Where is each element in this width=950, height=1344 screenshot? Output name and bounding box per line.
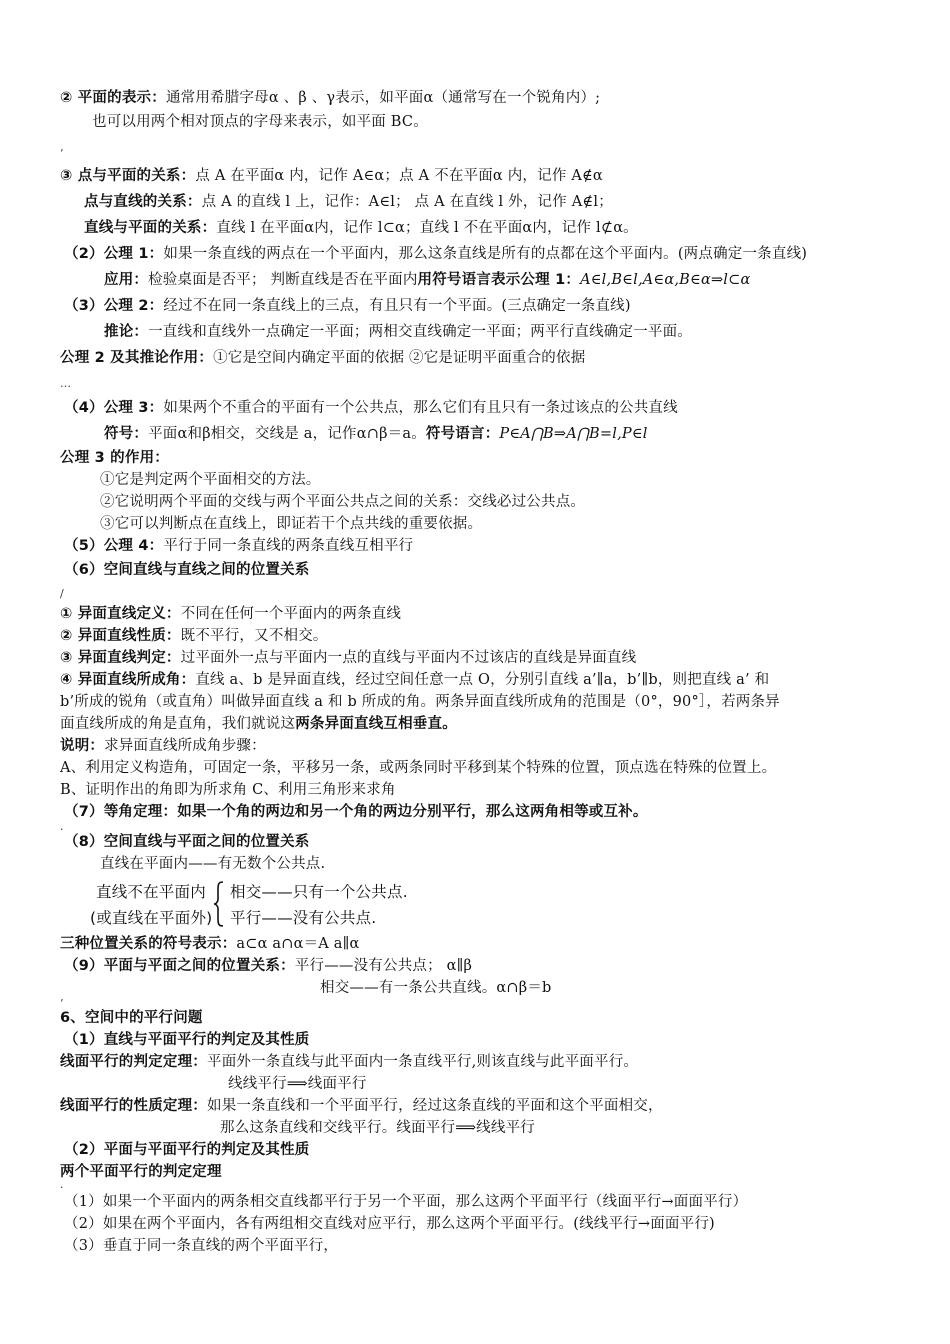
- section-label: 公理 2 及其推论作用：: [60, 350, 214, 366]
- line-text: （3）垂直于同一条直线的两个平面平行，: [64, 1238, 339, 1254]
- line-skew-definition: [60, 604, 401, 624]
- line-text: 直线不在平面内: [96, 883, 206, 901]
- line-text: (或直线在平面外): [90, 909, 213, 927]
- line-text: 平行——没有公共点； α∥β: [294, 958, 473, 974]
- line-usage-item: [100, 492, 585, 512]
- line-text: 直线 a、b 是异面直线，经过空间任意一点 O，分别引直线 a’∥a，b’∥b，则把直线 a’ 和: [195, 672, 770, 688]
- section-label: ① 异面直线定义：: [60, 606, 181, 622]
- line-line-in-plane: [100, 854, 325, 874]
- line-usage-item: [100, 470, 321, 490]
- line-line-plane-parallel: [64, 1030, 310, 1050]
- section-label: 6、空间中的平行问题: [60, 1010, 203, 1026]
- section-label: 应用：: [104, 272, 149, 288]
- section-label: ④ 异面直线所成角：: [60, 672, 196, 688]
- line-usage-item: [100, 514, 482, 534]
- section-label: （5）公理 4：: [64, 538, 164, 554]
- section-label: （9）平面与平面之间的位置关系：: [64, 958, 295, 974]
- formula: A∈l,B∈l,A∈α,B∈α⇒l⊂α: [580, 272, 751, 288]
- line-text: 直线在平面内——有无数个公共点.: [100, 856, 326, 872]
- line-text: （1）如果一个平面内的两条相交直线都平行于另一个平面，那么这两个平面平行（线面平行→面面平行）: [64, 1194, 748, 1210]
- section-label: （6）空间直线与直线之间的位置关系: [64, 562, 310, 578]
- line-text: 平行于同一条直线的两条直线互相平行: [163, 538, 414, 554]
- line-text: 点 A 在平面α 内，记作 A∈α；点 A 不在平面α 内，记作 A∉α: [195, 168, 603, 184]
- line-text: 一直线和直线外一点确定一平面；两相交直线确定一平面；两平行直线确定一平面。: [148, 324, 693, 340]
- line-not-in-plane: [96, 882, 206, 902]
- section-label: ② 平面的表示：: [60, 90, 166, 106]
- section-label: 三种位置关系的符号表示：: [60, 936, 237, 952]
- line-criterion-3: [64, 1236, 338, 1256]
- line-text: 相交——只有一个公共点.: [230, 883, 408, 901]
- line-chapter-6: [60, 1008, 203, 1028]
- line-axiom-3-symbol: [104, 424, 648, 444]
- line-step-bc: [60, 780, 396, 800]
- line-text: 如果一条直线的两点在一个平面内，那么这条直线是所有的点都在这个平面内。(两点确定一条直线): [163, 246, 808, 262]
- line-equal-angle-theorem: [64, 802, 648, 822]
- section-label: 推论：: [104, 324, 149, 340]
- line-text: 通常用希腊字母α 、β 、γ表示，如平面α（通常写在一个锐角内）;: [165, 90, 601, 106]
- section-label-2: 符号语言：: [425, 426, 500, 442]
- line-text: 点 A 的直线 l 上，记作：A∈l； 点 A 在直线 l 外，记作 A∉l；: [201, 194, 613, 210]
- line-axiom-4: [64, 536, 413, 556]
- section-label: 公理 3 的作用：: [60, 450, 169, 466]
- line-plane-plane-parallel: [64, 1140, 310, 1160]
- section-label: 点与直线的关系：: [84, 194, 202, 210]
- line-text: 直线 l 在平面α内，记作 l⊂α；直线 l 不在平面α内，记作 l⊄α。: [216, 220, 638, 236]
- line-section-6-heading: [64, 560, 310, 580]
- curly-brace-icon: [212, 880, 226, 928]
- section-label-2: 用符号语言表示公理 1：: [417, 272, 581, 288]
- line-text: 相交——有一条公共直线。α∩β＝b: [320, 980, 552, 996]
- section-label: （7）等角定理：如果一个角的两边和另一个角的两边分别平行，那么这两角相等或互补。: [64, 804, 648, 820]
- line-three-symbols: [60, 934, 360, 954]
- stray-mark: ·: [60, 823, 64, 836]
- section-label: 符号：: [104, 426, 149, 442]
- section-label: 直线与平面的关系：: [84, 220, 217, 236]
- line-text: a⊂α a∩α＝A a∥α: [236, 936, 360, 952]
- section-label: 线面平行的判定定理：: [60, 1054, 207, 1070]
- line-text: 求异面直线所成角步骤：: [104, 738, 266, 754]
- line-text: 既不平行，又不相交。: [180, 628, 328, 644]
- line-text: 如果一条直线和一个平面平行，经过这条直线的平面和这个平面相交，: [207, 1098, 663, 1114]
- line-skew-property: [60, 626, 328, 646]
- section-label: （4）公理 3：: [64, 400, 164, 416]
- line-text: 也可以用两个相对顶点的字母来表示，如平面 BC。: [92, 114, 428, 130]
- line-line-plane-relation: [84, 218, 638, 238]
- line-text: B、证明作出的角即为所求角 C、利用三角形来求角: [60, 782, 396, 798]
- line-plane-representation-2: [92, 112, 428, 132]
- section-label: ③ 点与平面的关系：: [60, 168, 196, 184]
- line-corollary: [104, 322, 692, 342]
- line-text: ①它是判定两个平面相交的方法。: [100, 472, 321, 488]
- line-two-planes-judgement: [60, 1162, 222, 1182]
- section-label: （8）空间直线与平面之间的位置关系: [64, 834, 310, 850]
- line-parallel: [230, 908, 376, 928]
- section-label: （3）公理 2：: [64, 298, 164, 314]
- line-criterion-2: [64, 1214, 715, 1234]
- stray-mark: ’: [60, 997, 64, 1010]
- line-outside-plane: [90, 908, 212, 928]
- line-text: ②它说明两个平面的交线与两个平面公共点之间的关系：交线必过公共点。: [100, 494, 586, 510]
- line-plane-plane-relation: [64, 956, 472, 976]
- line-judgement-summary: [228, 1074, 367, 1094]
- line-text: 不同在任何一个平面内的两条直线: [180, 606, 402, 622]
- line-text: 面直线所成的角是直角，我们就说这: [60, 716, 296, 732]
- line-axiom-3: [64, 398, 678, 418]
- line-judgement-theorem: [60, 1052, 638, 1072]
- line-skew-angle: [60, 670, 769, 690]
- formula: P∈A⋂B⇒A⋂B=l,P∈l: [499, 426, 648, 442]
- line-axiom-2-usage: [60, 348, 585, 368]
- line-axiom-3-usage: [60, 448, 169, 468]
- line-axiom-1-application: [104, 270, 750, 290]
- stray-mark: /: [60, 587, 64, 600]
- line-line-plane-heading: [64, 832, 310, 852]
- line-note: [60, 736, 266, 756]
- line-text: 平面α和β相交，交线是 a，记作α∩β＝a。: [148, 426, 426, 442]
- line-skew-angle-2: [60, 692, 780, 712]
- line-criterion-1: [64, 1192, 747, 1212]
- line-property-theorem: [60, 1096, 663, 1116]
- section-label: （2）公理 1：: [64, 246, 164, 262]
- line-text: 过平面外一点与平面内一点的直线与平面内不过该店的直线是异面直线: [180, 650, 637, 666]
- line-skew-judgement: [60, 648, 636, 668]
- stray-mark: ·: [60, 1181, 64, 1194]
- line-skew-angle-3: [60, 714, 457, 734]
- line-point-line-relation: [84, 192, 613, 212]
- line-text: 平面外一条直线与此平面内一条直线平行,则该直线与此平面平行。: [207, 1054, 639, 1070]
- line-text: 平行——没有公共点.: [230, 909, 377, 927]
- line-text: 经过不在同一条直线上的三点，有且只有一个平面。(三点确定一条直线): [163, 298, 631, 314]
- line-text: 检验桌面是否平； 判断直线是否在平面内: [148, 272, 418, 288]
- line-text: ①它是空间内确定平面的依据 ②它是证明平面重合的依据: [213, 350, 586, 366]
- line-text: 线线平行⟹线面平行: [228, 1076, 367, 1092]
- line-step-a: [60, 758, 776, 778]
- section-label: 说明：: [60, 738, 105, 754]
- section-label: ② 异面直线性质：: [60, 628, 181, 644]
- line-text: ③它可以判断点在直线上，即证若干个点共线的重要依据。: [100, 516, 483, 532]
- line-text: （2）如果在两个平面内，各有两组相交直线对应平行，那么这两个平面平行。(线线平行→面面平行): [64, 1216, 715, 1232]
- section-label: 两个平面平行的判定定理: [60, 1164, 222, 1180]
- line-point-plane-relation: [60, 166, 603, 186]
- section-label: （1）直线与平面平行的判定及其性质: [64, 1032, 310, 1048]
- line-text: 那么这条直线和交线平行。线面平行⟹线线平行: [220, 1120, 535, 1136]
- line-axiom-2: [64, 296, 631, 316]
- stray-mark: …: [60, 377, 71, 390]
- emphasis-text: 两条异面直线互相垂直。: [295, 716, 457, 732]
- section-label: 线面平行的性质定理：: [60, 1098, 207, 1114]
- line-property-summary: [220, 1118, 535, 1138]
- section-label: （2）平面与平面平行的判定及其性质: [64, 1142, 310, 1158]
- section-label: ③ 异面直线判定：: [60, 650, 181, 666]
- stray-mark: ’: [60, 147, 64, 160]
- line-intersect: [230, 882, 408, 902]
- line-axiom-1: [64, 244, 807, 264]
- line-plane-representation: [60, 88, 600, 108]
- line-text: A、利用定义构造角，可固定一条，平移另一条，或两条同时平移到某个特殊的位置，顶点选在特殊的位置上。: [60, 760, 777, 776]
- line-text: 如果两个不重合的平面有一个公共点，那么它们有且只有一条过该点的公共直线: [163, 400, 678, 416]
- line-text: b’所成的锐角（或直角）叫做异面直线 a 和 b 所成的角。两条异面直线所成角的范围是（0°，90°］，若两条异: [60, 694, 780, 710]
- line-plane-plane-intersect: [320, 978, 552, 998]
